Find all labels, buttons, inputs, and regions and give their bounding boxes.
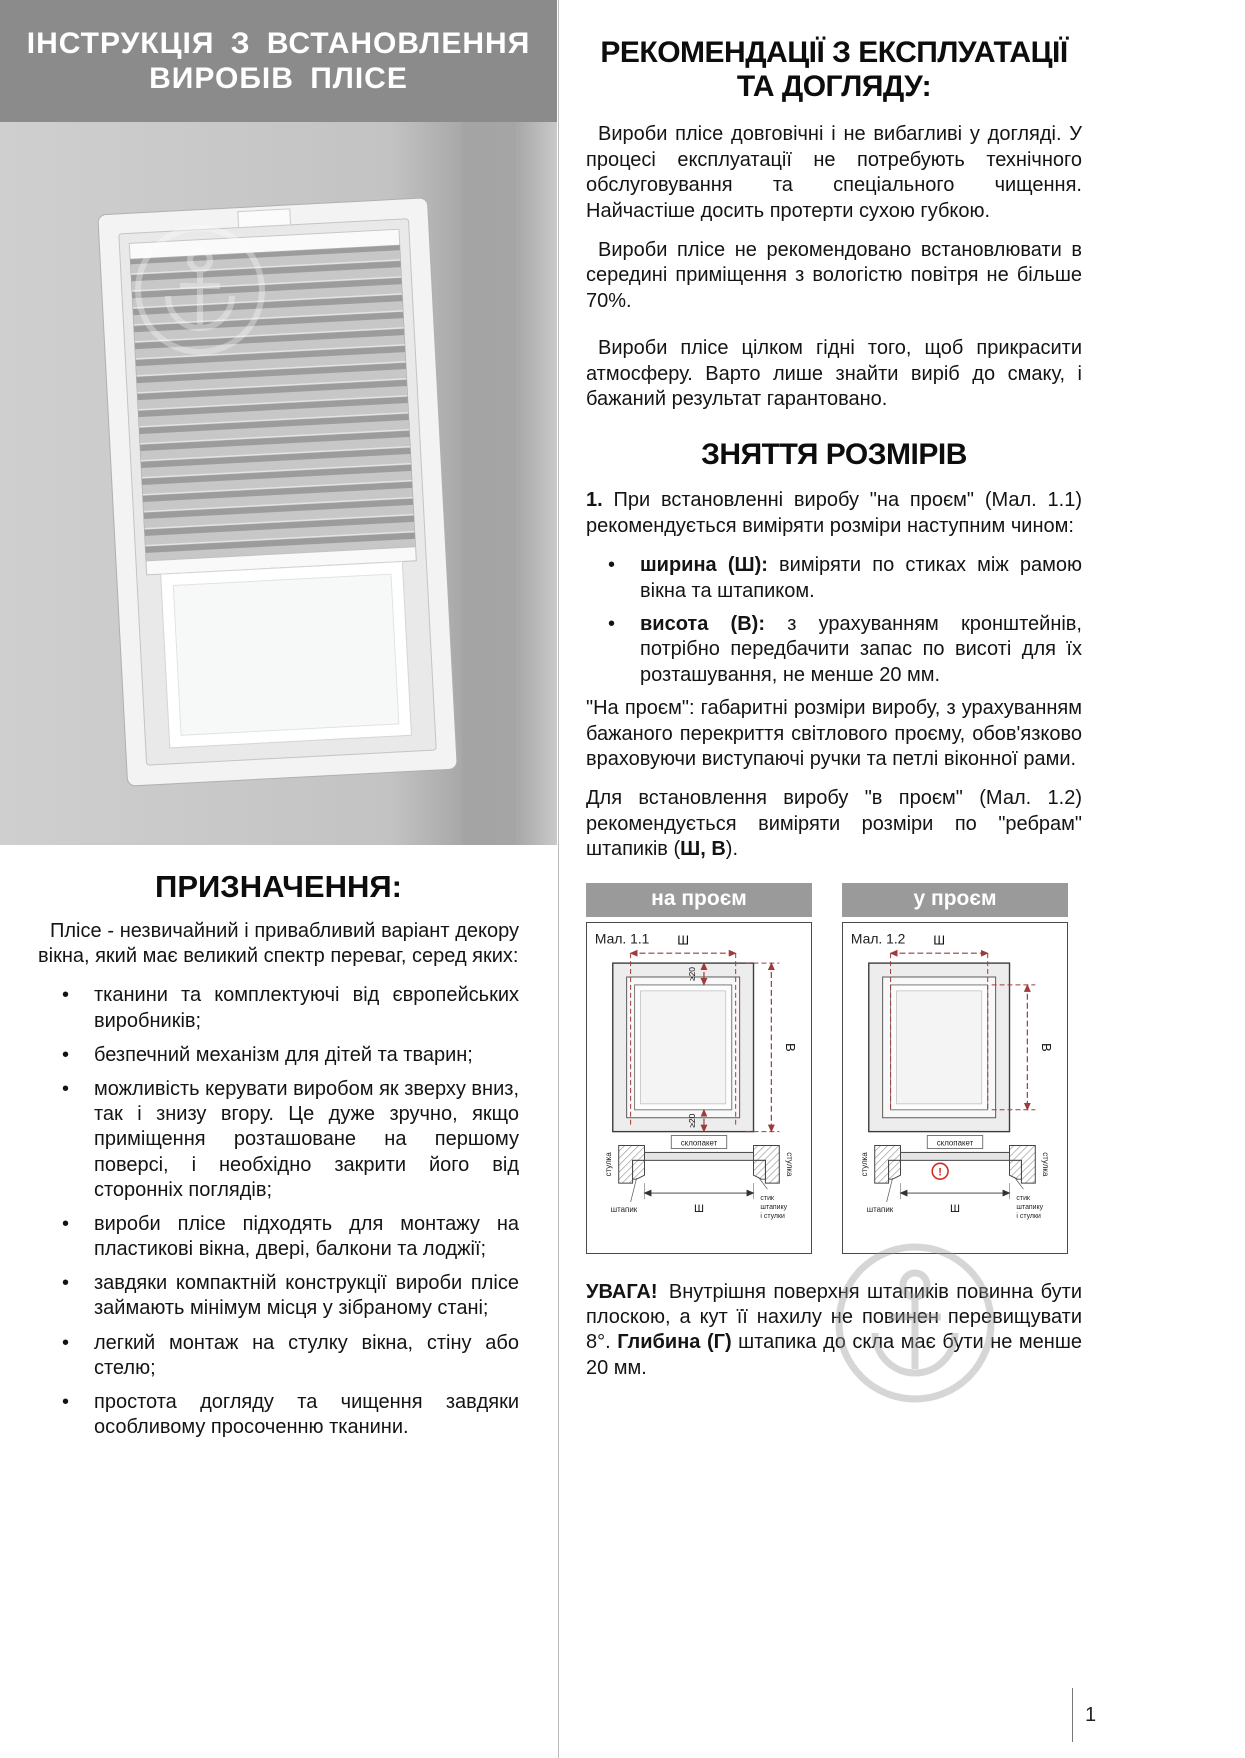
inside-note — [586, 786, 1082, 862]
figure-1-2-drawing — [843, 923, 1067, 1253]
measuring-section — [586, 488, 1082, 862]
width-label: Ш — [933, 931, 946, 947]
joint-label-2: штапику — [1016, 1203, 1044, 1211]
purpose-section — [0, 919, 557, 1440]
advantage-item-2: • безпечний механізм для дітей та тварин; — [56, 1043, 519, 1068]
page-number — [1072, 1688, 1096, 1742]
advantage-item-5: • завдяки компактній конструкції вироби плісе займають мінімум місця у зібраному стані; — [56, 1271, 519, 1321]
measuring-bullet-width — [602, 553, 1082, 604]
section-width-label: Ш — [694, 1202, 704, 1215]
overlap-note: "На проєм": габаритні розміри виробу, з урахуванням бажаного перекриття світлового проєму, обов'язково враховуючи виступаючі ручки та петлі віконної рами. — [586, 697, 1082, 770]
figure-label: Мал. 1.1 — [594, 929, 650, 946]
instruction-title-line2: ВИРОБІВ ПЛІСЕ — [149, 62, 408, 95]
top-margin-label: ≥20 — [687, 966, 698, 981]
column-divider — [558, 0, 559, 1758]
figure-1-1-drawing — [587, 923, 811, 1253]
measuring-title: ЗНЯТТЯ РОЗМІРІВ — [701, 438, 967, 472]
measuring-bullets — [586, 553, 1082, 688]
step-text: При встановленні виробу "на проєм" (Мал. 1.1) рекомендується виміряти розміри наступним чином: — [586, 489, 1082, 537]
advantage-item-1: • тканини та комплектуючі від європейських виробників; — [56, 983, 519, 1033]
warning-note — [586, 1280, 1082, 1382]
bead-right — [1010, 1160, 1022, 1179]
bottom-margin-label: ≥20 — [687, 1113, 698, 1128]
instruction-header — [0, 0, 557, 122]
sash-label-left: стулка — [859, 1151, 869, 1176]
bead-left — [633, 1160, 645, 1179]
measuring-diagrams — [586, 883, 1082, 1254]
right-column — [586, 0, 1082, 1395]
figure-1-1-box — [586, 922, 812, 1254]
width-term: ширина (Ш): — [640, 554, 768, 577]
care-title-line2: ТА ДОГЛЯДУ: — [736, 70, 932, 104]
care-paragraph-3: Вироби плісе цілком гідні того, щоб прикрасити атмосферу. Варто лише знайти виріб до смаку, і бажаний результат гарантовано. — [586, 337, 1082, 410]
joint-label-3: і стулки — [760, 1212, 785, 1220]
page-number-value: 1 — [1085, 1703, 1097, 1726]
advantages-list — [38, 983, 519, 1440]
cross-section — [860, 1135, 1050, 1219]
glass-unit — [644, 1152, 753, 1160]
sash-label-right: стулка — [1041, 1151, 1051, 1176]
figure-1-2 — [842, 883, 1068, 1254]
purpose-title: ПРИЗНАЧЕННЯ: — [155, 869, 402, 904]
height-term: висота (В): — [640, 613, 765, 636]
figure-label: Мал. 1.2 — [850, 929, 906, 946]
care-title — [586, 36, 1082, 104]
bead-left — [889, 1160, 901, 1179]
height-label: В — [783, 1042, 799, 1052]
figure-1-1-header: на проєм — [586, 883, 812, 917]
height-definition: з урахуванням кронштейнів, потрібно передбачити запас по висоті для їх розташування, не менше 20 мм. — [640, 613, 1082, 686]
measuring-step-1 — [586, 488, 1082, 539]
sash-label-right: стулка — [785, 1151, 795, 1176]
section-width-label: Ш — [950, 1202, 960, 1215]
step-number: 1. — [586, 489, 603, 512]
care-paragraph-1: Вироби плісе довговічні і не вибагливі у догляді. У процесі експлуатації не потребують технічного обслуговування та спеціального чищення. Найчастіше досить протерти сухою губкою. — [586, 123, 1082, 222]
purpose-intro: Плісе - незвичайний і привабливий варіант декору вікна, який має великий спектр переваг, серед яких: — [38, 920, 519, 968]
joint-label-2: штапику — [760, 1203, 788, 1211]
glass-label: склопакет — [936, 1138, 974, 1148]
window-blind-illustration — [0, 122, 557, 845]
instruction-title-line1: ІНСТРУКЦІЯ З ВСТАНОВЛЕННЯ — [26, 26, 531, 60]
care-section — [586, 122, 1082, 412]
warning-text-1: Внутрішня поверхня штапиків повинна бути плоскою, а кут її нахилу не повинен перевищувати 8°. — [586, 1280, 1082, 1354]
joint-label-1: стик — [760, 1194, 774, 1202]
left-column — [0, 0, 557, 1449]
sash-label-left: стулка — [603, 1151, 613, 1176]
width-label: Ш — [677, 931, 690, 947]
advantage-item-3: • можливість керувати виробом як зверху вниз, так і знизу вгору. Це дуже зручно, якщо приміщення розташоване на першому поверсі, і необхідно закрити його від сторонніх поглядів; — [56, 1077, 519, 1203]
advantage-item-7: • простота догляду та чищення завдяки особливому просоченню тканини. — [56, 1390, 519, 1440]
figure-1-2-header: у проєм — [842, 883, 1068, 917]
blind-bracket — [238, 209, 291, 228]
care-title-line1: РЕКОМЕНДАЦІЇ З ЕКСПЛУАТАЦІЇ — [600, 36, 1068, 69]
care-paragraph-2: Вироби плісе не рекомендовано встановлювати в середині приміщення з вологістю повітря не більше 70%. — [586, 238, 1082, 312]
inside-note-text: Для встановлення виробу "в проєм" (Мал. 1.2) рекомендується виміряти розміри по "ребрам" штапиків ( — [586, 787, 1082, 861]
advantage-item-6: • легкий монтаж на стулку вікна, стіну або стелю; — [56, 1331, 519, 1381]
warning-label: УВАГА! — [586, 1280, 658, 1303]
inside-note-dims: Ш, В — [680, 838, 726, 861]
inside-note-tail: ). — [725, 838, 739, 861]
figure-1-1 — [586, 883, 812, 1254]
wall-return — [462, 122, 516, 845]
bead-right — [754, 1160, 766, 1179]
bead-label: штапик — [866, 1204, 894, 1214]
bead-label: штапик — [610, 1204, 638, 1214]
measuring-bullet-height — [602, 612, 1082, 688]
advantage-item-4: • вироби плісе підходять для монтажу на пластикові вікна, двері, балкони та лоджії; — [56, 1212, 519, 1262]
figure-1-2-box — [842, 922, 1068, 1254]
cross-section — [604, 1135, 794, 1219]
warning-paragraph — [586, 1280, 1082, 1382]
joint-label-1: стик — [1016, 1194, 1030, 1202]
window-with-blind — [98, 198, 457, 786]
glass-label: склопакет — [680, 1138, 718, 1148]
pleated-blind-fabric — [130, 245, 415, 561]
product-photo — [0, 122, 557, 845]
window-glass-inner — [173, 574, 399, 735]
width-definition: виміряти по стиках між рамою вікна та штапиком. — [640, 554, 1082, 602]
height-label: В — [1039, 1042, 1055, 1052]
joint-label-3: і стулки — [1016, 1212, 1041, 1220]
warning-bold-term: Глибина (Г) — [617, 1331, 732, 1354]
glass-unit — [900, 1152, 1009, 1160]
warning-mark: ! — [938, 1166, 942, 1179]
warning-text-2: штапика до скла має бути не менше 20 мм. — [586, 1331, 1082, 1379]
